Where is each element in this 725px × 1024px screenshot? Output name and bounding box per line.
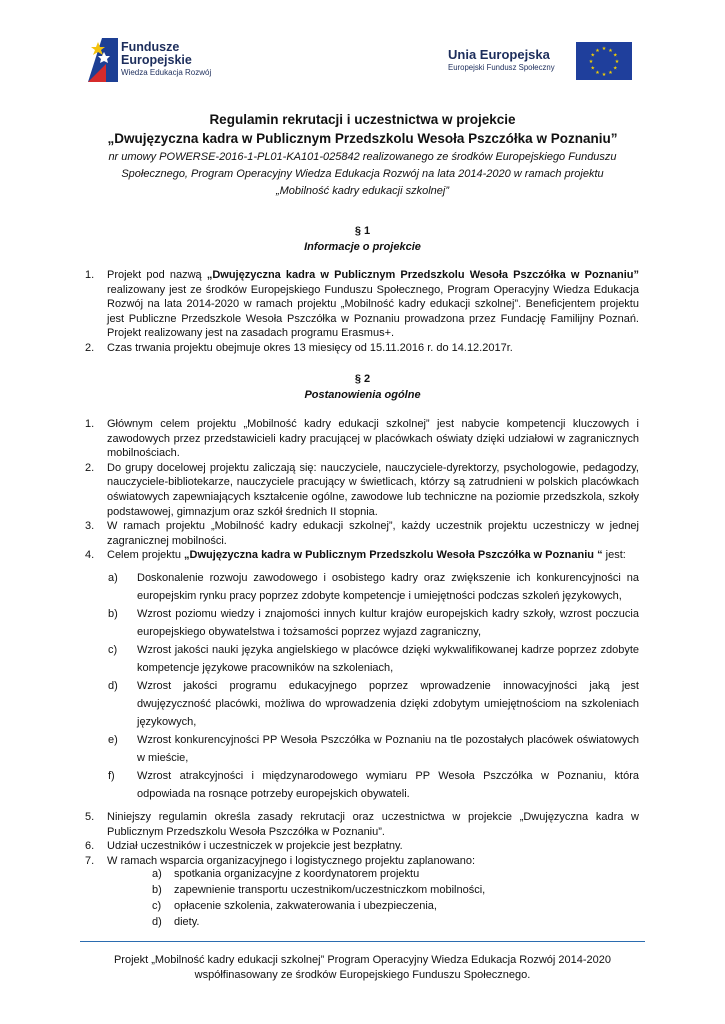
contract-subtitle-line1: nr umowy POWERSE-2016-1-PL01-KA101-025842 realizowanego ze środków Europejskiego Funduszu (108, 151, 617, 163)
list-item-number: 1. (85, 269, 95, 281)
svg-text:★: ★ (612, 65, 618, 72)
list-item-text: realizowany jest ze środków Europejskiego Funduszu Społecznego, Program Operacyjny Wiedza Edukacja Rozwój na lata 2014-2020 w ramach projektu „Mobilność kadry edukacji szkolnej”. Beneficjentem projektu jest Publiczne Przedszkole Wesoła Pszczółka w Poznaniu prowadzona przez Fundację Familijny Poznań. Projekt realizowany jest na zasadach programu Erasmus+. (107, 283, 639, 340)
list-item (85, 839, 639, 854)
project-name-title: „Dwujęzyczna kadra w Publicznym Przedszkolu Wesoła Pszczółka w Poznaniu” (107, 131, 618, 146)
svg-text:★: ★ (608, 47, 613, 54)
list-item-number: 2. (85, 341, 95, 354)
list-item (85, 268, 639, 341)
goal-item-text: Wzrost jakości nauki języka angielskiego w placówce dzięki wykwalifikowanej kadrze poprzez zdobyte kompetencje językowe pracowników na szkoleniach, (137, 644, 639, 674)
svg-text:★: ★ (595, 47, 600, 54)
svg-text:★: ★ (601, 46, 607, 52)
project-name-bold: „Dwujęzyczna kadra w Publicznym Przedszkolu Wesoła Pszczółka w Poznaniu “ (184, 549, 603, 562)
svg-text:★: ★ (601, 72, 607, 78)
contract-subtitle-line2: Społecznego, Program Operacyjny Wiedza Edukacja Rozwój na lata 2014-2020 w ramach projektu (121, 168, 604, 180)
section-2-list (85, 417, 639, 563)
goal-item-letter: a) (108, 572, 118, 584)
svg-text:★: ★ (588, 59, 594, 65)
list-item (85, 341, 639, 356)
goal-item (108, 677, 639, 731)
fundusze-europejskie-logo (88, 38, 218, 82)
list-item-text: Celem projektu (107, 549, 185, 562)
fundusze-europejskie-flag-icon (88, 38, 118, 82)
goal-item-letter: e) (108, 734, 118, 746)
goal-item-letter: f) (108, 770, 115, 782)
support-item (152, 914, 634, 930)
list-item-number: 3. (85, 520, 95, 533)
footer-line-2: współfinasowany ze środków Europejskiego Funduszu Społecznego. (194, 969, 531, 981)
project-goals-list (108, 569, 639, 803)
fe-logo-title-line1: Fundusze (121, 40, 180, 54)
support-item-text: opłacenie szkolenia, zakwaterowania i ubezpieczenia, (174, 900, 437, 912)
section-2-header (60, 372, 665, 403)
list-item-number: 1. (85, 418, 95, 430)
list-item-text: Do grupy docelowej projektu zaliczają się: nauczyciele, nauczyciele-dyrektorzy, psychologowie, pedagodzy, nauczyciele-bibliotekarze, nauczyciele pracujący w świetlicach, którzy są zatrudnieni w polskich placówkach oświatowych zapewniających kształcenie ogólne, zawodowe lub techniczne na poziomie przedszkola, szkoły podstawowej, gimnazjum oraz szkół średnich II stopnia. (107, 461, 639, 518)
section-2-heading: Postanowienia ogólne (304, 389, 421, 401)
footer-divider (80, 941, 645, 942)
goal-item-letter: c) (108, 644, 118, 656)
support-item (152, 882, 634, 898)
goal-item (108, 569, 639, 605)
svg-text:★: ★ (608, 70, 613, 77)
list-item-number: 5. (85, 811, 95, 823)
goal-item-text: Doskonalenie rozwoju zawodowego i osobistego kadry oraz zwiększenie ich konkurencyjności na europejskim rynku pracy poprzez zdobyte kompetencje i umiejętności podczas szkoleń językowych, (137, 572, 639, 602)
section-1-list (85, 268, 639, 356)
section-2-list-continued (85, 810, 639, 868)
goal-item (108, 767, 639, 803)
list-item-text: Głównym celem projektu „Mobilność kadry edukacji szkolnej” jest nabycie kompetencji kluczowych i zawodowych przez przedstawicieli kadry pracującej w placówkach oświaty dzięki udziałowi w zagranicznych mobilnościach. (107, 418, 639, 460)
list-item (85, 417, 639, 461)
goal-item (108, 731, 639, 767)
list-item-number: 4. (85, 549, 95, 562)
contract-subtitle-line3: „Mobilność kadry edukacji szkolnej” (275, 185, 449, 197)
list-item (85, 548, 639, 563)
goal-item-letter: b) (108, 608, 118, 620)
goal-item (108, 605, 639, 641)
section-1-number: § 1 (354, 225, 371, 237)
fe-logo-subtitle: Wiedza Edukacja Rozwój (121, 68, 212, 77)
section-2-number: § 2 (354, 373, 371, 385)
svg-text:★: ★ (612, 52, 618, 59)
svg-text:★: ★ (590, 52, 596, 59)
list-item-text: Czas trwania projektu obejmuje okres 13 miesięcy od 15.11.2016 r. do 14.12.2017r. (107, 341, 513, 354)
support-item-text: spotkania organizacyjne z koordynatorem projektu (174, 868, 420, 880)
support-item (152, 898, 634, 914)
list-item-text: Projekt pod nazwą (107, 269, 207, 281)
support-item-letter: c) (152, 900, 162, 912)
list-item-text: jest: (602, 549, 626, 562)
support-item-text: diety. (174, 916, 200, 928)
document-title-block (60, 110, 665, 199)
list-item-number: 6. (85, 840, 95, 853)
unia-europejska-logo (448, 42, 638, 84)
section-1-header (60, 224, 665, 255)
goal-item-text: Wzrost atrakcyjności i międzynarodowego wymiaru PP Wesoła Pszczółka w Poznaniu, która odpowiada na rosnące potrzeby europejskich obywateli. (137, 770, 639, 800)
svg-text:★: ★ (614, 59, 620, 65)
footer-line-1: Projekt „Mobilność kadry edukacji szkolnej” Program Operacyjny Wiedza Edukacja Rozwój 2014-2020 (113, 954, 612, 966)
support-item-letter: b) (152, 884, 162, 896)
support-item-letter: d) (152, 916, 162, 928)
goal-item (108, 641, 639, 677)
list-item-number: 2. (85, 461, 95, 474)
list-item-text: W ramach wsparcia organizacyjnego i logistycznego projektu zaplanowano: (107, 854, 476, 867)
support-item-text: zapewnienie transportu uczestnikom/uczestniczkom mobilności, (174, 884, 486, 896)
list-item-number: 7. (85, 854, 95, 867)
support-item-letter: a) (152, 868, 162, 880)
eu-logo-subtitle: Europejski Fundusz Społeczny (448, 62, 555, 72)
support-list (152, 866, 634, 930)
list-item-text: W ramach projektu „Mobilność kadry edukacji szkolnej”, każdy uczestnik projektu uczestniczy w jednej zagranicznej mobilności. (107, 520, 639, 547)
eu-logo-title: Unia Europejska (448, 47, 550, 62)
list-item (85, 519, 639, 548)
project-name-bold: „Dwujęzyczna kadra w Publicznym Przedszkolu Wesoła Pszczółka w Poznaniu” (206, 269, 639, 281)
list-item (85, 461, 639, 519)
section-1-heading: Informacje o projekcie (304, 241, 421, 253)
fe-logo-title-line2: Europejskie (121, 52, 192, 67)
svg-text:★: ★ (590, 65, 596, 72)
page-footer (60, 953, 665, 983)
list-item (85, 810, 639, 839)
list-item-text: Udział uczestników i uczestniczek w projekcie jest bezpłatny. (107, 840, 403, 853)
goal-item-letter: d) (108, 680, 118, 692)
document-title: Regulamin rekrutacji i uczestnictwa w projekcie (209, 112, 516, 127)
svg-text:★: ★ (595, 70, 600, 77)
goal-item-text: Wzrost poziomu wiedzy i znajomości innych kultur krajów europejskich kadry szkoły, wzrost poczucia europejskiego obywatelstwa i tożsamości poprzez wyjazd zagraniczny, (137, 608, 639, 638)
goal-item-text: Wzrost jakości programu edukacyjnego poprzez wprowadzenie innowacyjności jaką jest dwujęzyczność placówki, możliwa do wprowadzenia dzięki zdobytym umiejętnościom na szkoleniach językowych, (137, 680, 639, 728)
support-item (152, 866, 634, 882)
eu-flag-icon (576, 42, 632, 80)
goal-item-text: Wzrost konkurencyjności PP Wesoła Pszczółka w Poznaniu na tle pozostałych placówek oświatowych w mieście, (137, 734, 639, 764)
list-item-text: Niniejszy regulamin określa zasady rekrutacji oraz uczestnictwa w projekcie „Dwujęzyczna kadra w Publicznym Przedszkolu Wesoła Pszczółka w Poznaniu”. (107, 811, 639, 838)
